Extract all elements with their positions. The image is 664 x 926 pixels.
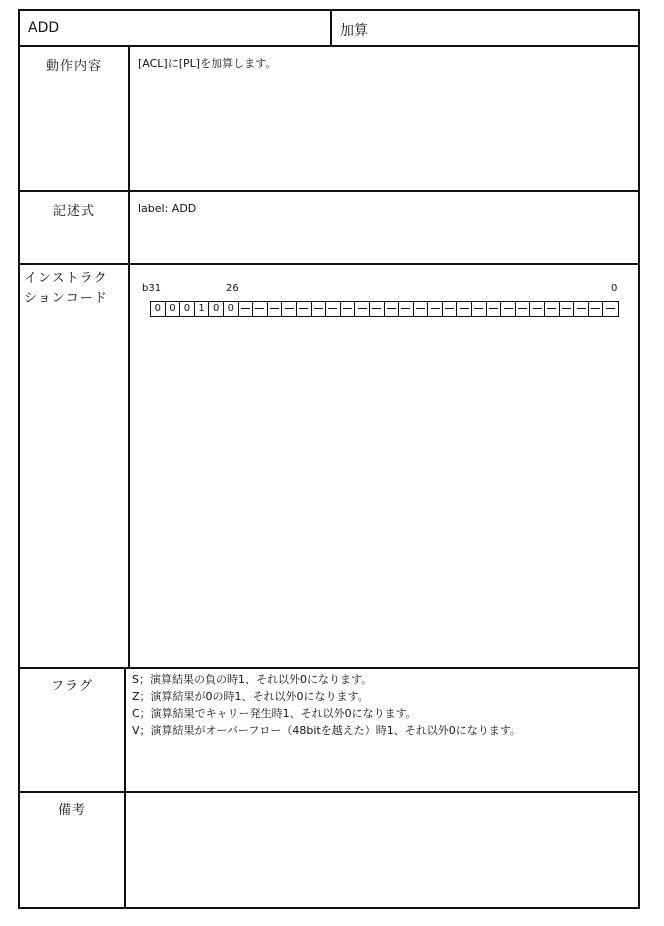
bit-cell	[312, 302, 327, 316]
dont-care-mark	[460, 308, 469, 309]
bit-cell: 0	[151, 302, 166, 316]
mnemonic: ADD	[28, 20, 60, 36]
dont-care-mark	[416, 308, 425, 309]
bit-cell	[239, 302, 254, 316]
dont-care-mark	[343, 308, 352, 309]
operation-label: 動作内容	[45, 59, 102, 74]
row-divider	[128, 265, 130, 667]
bit-cell	[589, 302, 604, 316]
dont-care-mark	[401, 308, 410, 309]
bit-cell	[341, 302, 356, 316]
bit-cell	[282, 302, 297, 316]
bit-cell	[326, 302, 341, 316]
dont-care-mark	[358, 308, 367, 309]
dont-care-mark	[299, 308, 308, 309]
bit-cell	[501, 302, 516, 316]
bit-cell	[414, 302, 429, 316]
dont-care-mark	[241, 308, 250, 309]
bit-label-lsb: 0	[611, 283, 618, 294]
instruction-code-label-line2: ションコード	[24, 291, 108, 306]
dont-care-mark	[328, 308, 337, 309]
bit-cells	[150, 301, 619, 317]
bit-cell	[560, 302, 575, 316]
dont-care-mark	[474, 308, 483, 309]
bit-field-diagram	[142, 283, 620, 323]
bit-cell: 0	[180, 302, 195, 316]
dont-care-mark	[387, 308, 396, 309]
bit-cell	[355, 302, 370, 316]
bit-cell: 0	[209, 302, 224, 316]
dont-care-mark	[314, 308, 323, 309]
dont-care-mark	[270, 308, 279, 309]
dont-care-mark	[504, 308, 513, 309]
flags-row	[20, 669, 638, 793]
bit-cell	[574, 302, 589, 316]
flag-line-z: Z；演算結果が0の時1、それ以外0になります。	[132, 690, 369, 703]
operation-text: [ACL]に[PL]を加算します。	[138, 57, 277, 70]
bit-cell	[443, 302, 458, 316]
dont-care-mark	[445, 308, 454, 309]
dont-care-mark	[547, 308, 556, 309]
dont-care-mark	[255, 308, 264, 309]
instruction-sheet	[18, 9, 640, 909]
flags-label: フラグ	[50, 679, 93, 694]
bit-cell	[399, 302, 414, 316]
flags-text	[132, 671, 521, 739]
bit-cell	[530, 302, 545, 316]
dont-care-mark	[431, 308, 440, 309]
row-divider	[124, 669, 126, 791]
bit-cell	[516, 302, 531, 316]
bit-cell: 0	[166, 302, 181, 316]
bit-cell	[472, 302, 487, 316]
bit-cell	[385, 302, 400, 316]
bit-cell	[487, 302, 502, 316]
dont-care-mark	[372, 308, 381, 309]
bit-cell	[253, 302, 268, 316]
instruction-code-label-line1: インストラク	[24, 271, 108, 286]
dont-care-mark	[518, 308, 527, 309]
bit-cell	[545, 302, 560, 316]
header-divider	[330, 11, 332, 45]
bit-cell	[457, 302, 472, 316]
bit-cell	[268, 302, 283, 316]
dont-care-mark	[577, 308, 586, 309]
flag-line-c: C；演算結果でキャリー発生時1、それ以外0になります。	[132, 707, 417, 720]
row-divider	[128, 47, 130, 190]
bit-cell	[428, 302, 443, 316]
flag-line-s: S；演算結果の負の時1、それ以外0になります。	[132, 673, 373, 686]
dont-care-mark	[533, 308, 542, 309]
bit-cell	[603, 302, 618, 316]
dont-care-mark	[489, 308, 498, 309]
row-divider	[124, 793, 126, 907]
bit-cell: 1	[195, 302, 210, 316]
dont-care-mark	[562, 308, 571, 309]
header-row	[20, 11, 638, 47]
remarks-row	[20, 793, 638, 907]
instruction-code-row	[20, 265, 638, 669]
dont-care-mark	[606, 308, 615, 309]
bit-label-mid: 26	[226, 283, 239, 294]
remarks-label: 備考	[57, 803, 86, 818]
row-divider	[128, 192, 130, 263]
dont-care-mark	[591, 308, 600, 309]
instruction-title: 加算	[340, 23, 368, 39]
bit-cell	[370, 302, 385, 316]
instruction-code-label	[20, 269, 132, 309]
bit-cell	[297, 302, 312, 316]
bit-label-msb: b31	[142, 283, 162, 294]
syntax-row	[20, 192, 638, 265]
syntax-text: label: ADD	[138, 202, 197, 215]
flag-line-v: V；演算結果がオーバーフロー（48bitを越えた）時1、それ以外0になります。	[132, 724, 521, 737]
dont-care-mark	[285, 308, 294, 309]
operation-row	[20, 47, 638, 192]
bit-cell: 0	[224, 302, 239, 316]
syntax-label: 記述式	[52, 204, 95, 219]
